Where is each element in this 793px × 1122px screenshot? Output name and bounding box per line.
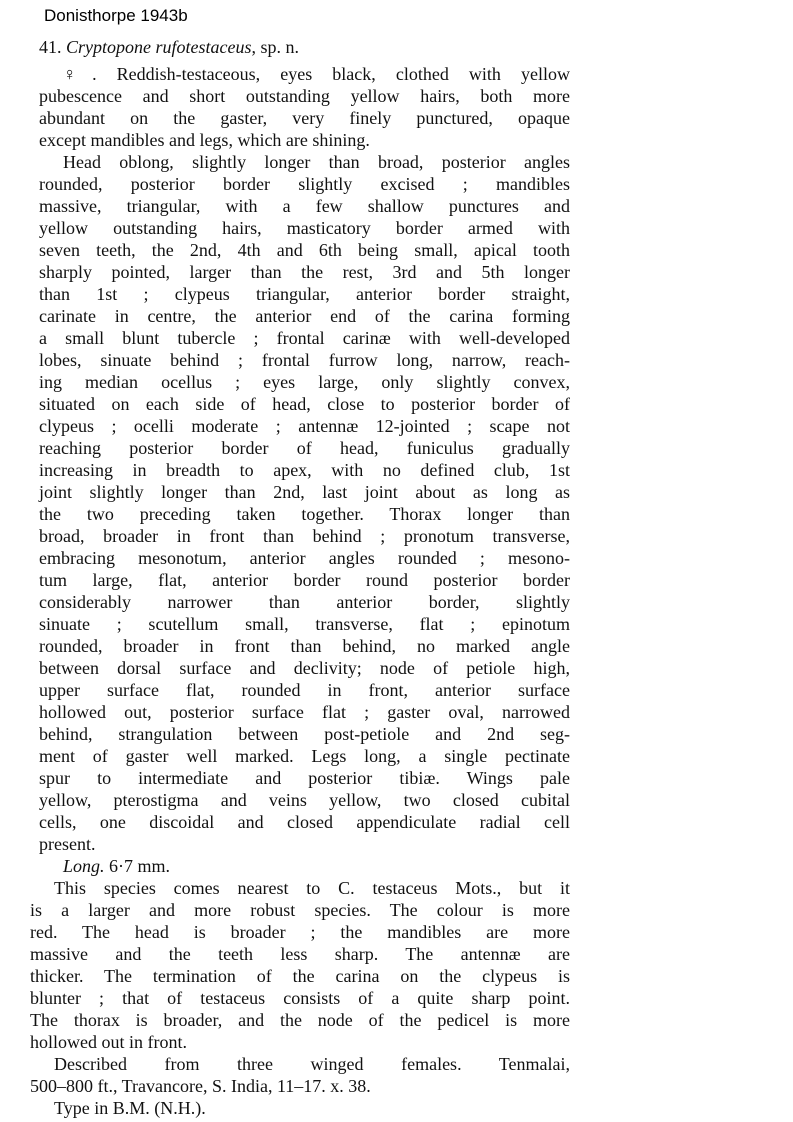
description-line: Head oblong, slightly longer than broad, posterior angles — [63, 152, 570, 172]
comparison-line: blunter ; that of testaceus consists of a quite sharp point. — [30, 988, 570, 1008]
comparison-line: thicker. The termination of the carina on the clypeus is — [30, 966, 570, 986]
description-line: ing median ocellus ; eyes large, only slightly convex, — [39, 372, 570, 392]
description-line: yellow, pterostigma and veins yellow, two closed cubital — [39, 790, 570, 810]
comparison-line: is a larger and more robust species. The colour is more — [30, 900, 570, 920]
comparison-paragraph — [30, 877, 570, 1053]
description-line: increasing in breadth to apex, with no defined club, 1st — [39, 460, 570, 480]
comparison-line: hollowed out in front. — [30, 1032, 187, 1052]
description-line: sharply pointed, larger than the rest, 3rd and 5th longer — [39, 262, 570, 282]
type-deposit-line: Type in B.M. (N.H.). — [54, 1098, 206, 1118]
description-line: pubescence and short outstanding yellow hairs, both more — [39, 86, 570, 106]
description-line: broad, broader in front than behind ; pronotum transverse, — [39, 526, 570, 546]
description-line: except mandibles and legs, which are shining. — [39, 130, 370, 150]
description-line: considerably narrower than anterior border, slightly — [39, 592, 570, 612]
description-line: than 1st ; clypeus triangular, anterior border straight, — [39, 284, 570, 304]
description-line: ment of gaster well marked. Legs long, a single pectinate — [39, 746, 570, 766]
description-line: ♀. Reddish-testaceous, eyes black, clothed with yellow — [63, 64, 570, 84]
description-line: seven teeth, the 2nd, 4th and 6th being small, apical tooth — [39, 240, 570, 260]
description-line: a small blunt tubercle ; frontal carinæ with well-developed — [39, 328, 570, 348]
comparison-line: The thorax is broader, and the node of the pedicel is more — [30, 1010, 570, 1030]
measurement-value: 6·7 mm. — [109, 856, 171, 876]
description-line: lobes, sinuate behind ; frontal furrow long, narrow, reach- — [39, 350, 570, 370]
species-number: 41. — [39, 37, 62, 57]
description-line: rounded, broader in front than behind, no marked angle — [39, 636, 570, 656]
description-line: situated on each side of head, close to posterior border of — [39, 394, 570, 414]
description-paragraph — [30, 63, 570, 855]
species-title — [39, 36, 570, 58]
description-line: clypeus ; ocelli moderate ; antennæ 12-jointed ; scape not — [39, 416, 570, 436]
description-line: upper surface flat, rounded in front, anterior surface — [39, 680, 570, 700]
description-line: hollowed out, posterior surface flat ; gaster oval, narrowed — [39, 702, 570, 722]
material-line: Described from three winged females. Tenmalai, — [54, 1054, 570, 1074]
description-line: present. — [39, 834, 96, 854]
description-line: behind, strangulation between post-petiole and 2nd seg- — [39, 724, 570, 744]
species-name: Cryptopone rufotestaceus — [66, 37, 252, 57]
species-suffix: , sp. n. — [251, 37, 299, 57]
description-line: spur to intermediate and posterior tibiæ. Wings pale — [39, 768, 570, 788]
description-line: abundant on the gaster, very finely punctured, opaque — [39, 108, 570, 128]
comparison-line: This species comes nearest to C. testaceus Mots., but it — [54, 878, 570, 898]
description-line: cells, one discoidal and closed appendiculate radial cell — [39, 812, 570, 832]
description-line: yellow outstanding hairs, masticatory border armed with — [39, 218, 570, 238]
species-description-page — [30, 36, 570, 1119]
description-line: tum large, flat, anterior border round posterior border — [39, 570, 570, 590]
material-paragraph — [30, 1053, 570, 1119]
description-line: embracing mesonotum, anterior angles rounded ; mesono- — [39, 548, 570, 568]
description-line: massive, triangular, with a few shallow punctures and — [39, 196, 570, 216]
citation-header: Donisthorpe 1943b — [44, 6, 188, 25]
description-line: reaching posterior border of head, funiculus gradually — [39, 438, 570, 458]
description-line: sinuate ; scutellum small, transverse, flat ; epinotum — [39, 614, 570, 634]
measurement-line — [39, 855, 570, 877]
comparison-line: massive and the teeth less sharp. The antennæ are — [30, 944, 570, 964]
measurement-paragraph — [30, 855, 570, 877]
comparison-line: red. The head is broader ; the mandibles are more — [30, 922, 570, 942]
description-line: the two preceding taken together. Thorax longer than — [39, 504, 570, 524]
material-line: 500–800 ft., Travancore, S. India, 11–17. x. 38. — [30, 1076, 371, 1096]
description-line: joint slightly longer than 2nd, last joint about as long as — [39, 482, 570, 502]
measurement-label: Long. — [63, 856, 105, 876]
description-line: rounded, posterior border slightly excised ; mandibles — [39, 174, 570, 194]
description-line: carinate in centre, the anterior end of the carina forming — [39, 306, 570, 326]
description-line: between dorsal surface and declivity; node of petiole high, — [39, 658, 570, 678]
